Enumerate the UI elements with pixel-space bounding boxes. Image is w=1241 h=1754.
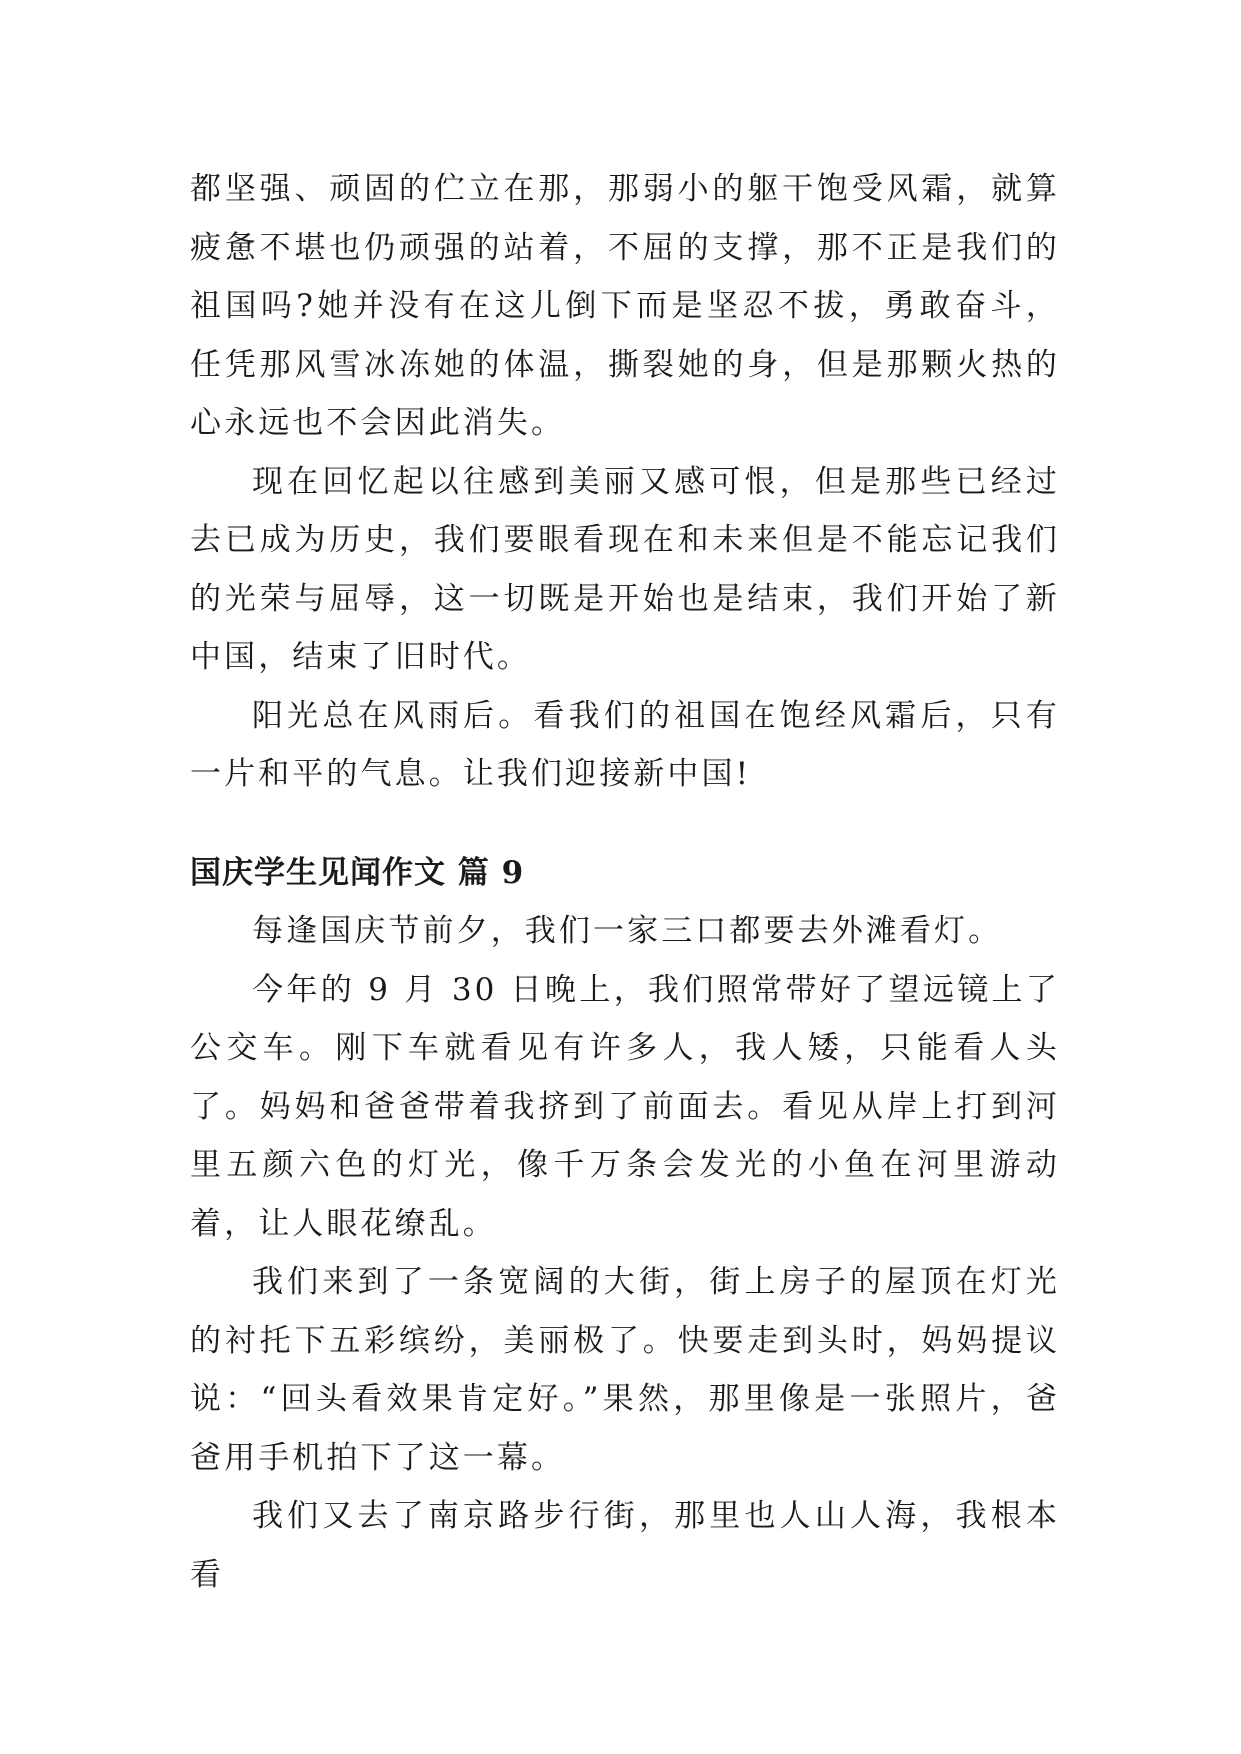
- section-heading: 国庆学生见闻作文 篇 9: [190, 854, 525, 891]
- paragraph: 我们来到了一条宽阔的大街，街上房子的屋顶在灯光的衬托下五彩缤纷，美丽极了。快要走到头时，妈妈提议说：“回头看效果肯定好。”果然，那里像是一张照片，爸爸用手机拍下了这一幕。: [190, 1264, 1060, 1476]
- paragraph: 现在回忆起以往感到美丽又感可恨，但是那些已经过去已成为历史，我们要眼看现在和未来但是不能忘记我们的光荣与屈辱，这一切既是开始也是结束，我们开始了新中国，结束了旧时代。: [190, 463, 1060, 675]
- document-body: [190, 160, 1060, 1604]
- paragraph-continued: 都坚强、顽固的伫立在那，那弱小的躯干饱受风霜，就算疲惫不堪也仍顽强的站着，不屈的支撑，那不正是我们的祖国吗?她并没有在这儿倒下而是坚忍不拔，勇敢奋斗，任凭那风雪冰冻她的体温，撕裂她的身，但是那颗火热的心永远也不会因此消失。: [190, 171, 1060, 441]
- paragraph: 我们又去了南京路步行街，那里也人山人海，我根本看: [190, 1498, 1060, 1593]
- paragraph: 阳光总在风雨后。看我们的祖国在饱经风霜后，只有一片和平的气息。让我们迎接新中国!: [190, 697, 1060, 792]
- paragraph: 今年的 9 月 30 日晚上，我们照常带好了望远镜上了公交车。刚下车就看见有许多人，我人矮，只能看人头了。妈妈和爸爸带着我挤到了前面去。看见从岸上打到河里五颜六色的灯光，像千万条会发光的小鱼在河里游动着，让人眼花缭乱。: [190, 971, 1060, 1242]
- paragraph: 每逢国庆节前夕，我们一家三口都要去外滩看灯。: [252, 913, 1003, 949]
